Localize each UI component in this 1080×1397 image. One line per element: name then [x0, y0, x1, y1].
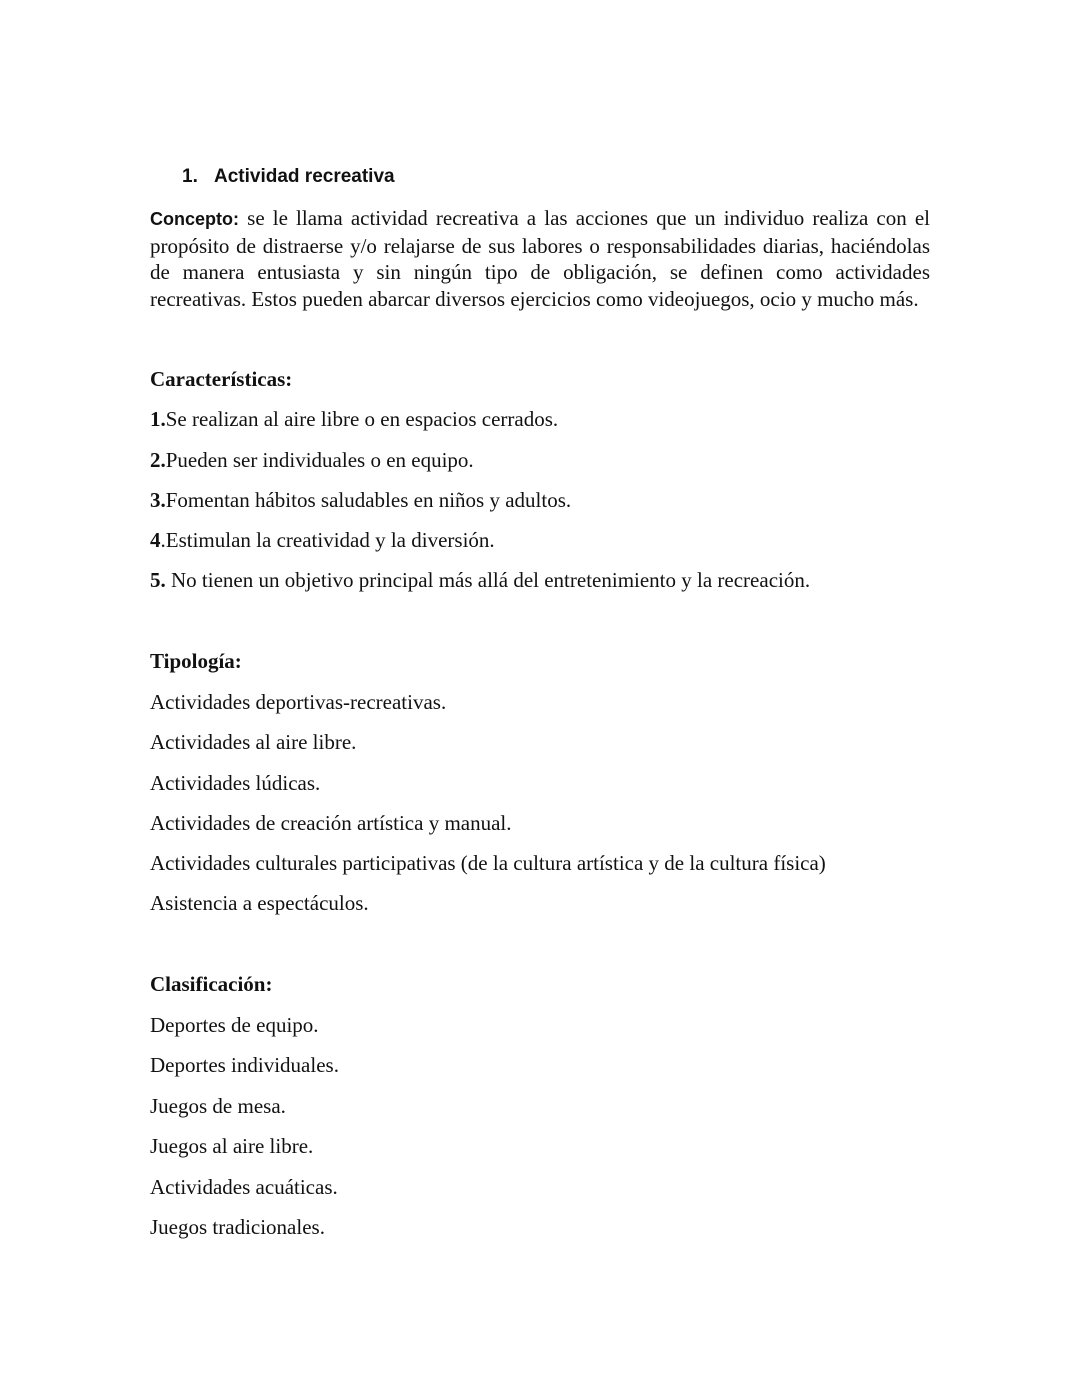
characteristic-number: 3. [150, 488, 166, 512]
characteristic-text: .Estimulan la creatividad y la diversión. [160, 528, 495, 552]
characteristic-number: 2. [150, 448, 166, 472]
classification-item: Juegos de mesa. [150, 1094, 286, 1118]
characteristic-item [150, 447, 474, 473]
concept-label: Concepto: [150, 209, 239, 229]
classification-item: Deportes individuales. [150, 1053, 339, 1077]
typology-item: Asistencia a espectáculos. [150, 891, 369, 915]
classification-item: Juegos al aire libre. [150, 1134, 314, 1158]
typology-heading: Tipología: [150, 649, 242, 673]
section-title: Actividad recreativa [214, 166, 395, 187]
characteristic-item [150, 567, 810, 593]
characteristic-item [150, 527, 495, 553]
typology-item: Actividades deportivas-recreativas. [150, 690, 447, 714]
concept-paragraph [150, 205, 930, 312]
characteristic-item [150, 487, 571, 513]
classification-heading: Clasificación: [150, 972, 273, 996]
classification-item: Actividades acuáticas. [150, 1175, 338, 1199]
characteristic-text: Fomentan hábitos saludables en niños y adultos. [165, 488, 572, 512]
characteristic-text: No tienen un objetivo principal más allá del entretenimiento y la recreación. [165, 568, 811, 592]
characteristic-text: Pueden ser individuales o en equipo. [165, 448, 474, 472]
characteristic-number: 4 [150, 528, 161, 552]
classification-item: Deportes de equipo. [150, 1013, 319, 1037]
typology-item: Actividades culturales participativas (de la cultura artística y de la cultura física) [150, 851, 826, 875]
characteristic-number: 5. [150, 568, 166, 592]
characteristic-item [150, 406, 558, 432]
concept-text: se le llama actividad recreativa a las acciones que un individuo realiza con el propósito de distraerse y/o relajarse de sus labores o responsabilidades diarias, haciéndolas de manera entusiasta y sin ningún tipo de obligación, se definen como actividades recreativas. Estos pueden abarcar diversos ejercicios como videojuegos, ocio y mucho más. [150, 206, 931, 311]
characteristic-number: 1. [150, 407, 166, 431]
typology-item: Actividades de creación artística y manual. [150, 811, 512, 835]
typology-item: Actividades lúdicas. [150, 771, 321, 795]
section-number: 1. [182, 166, 198, 187]
section-heading [182, 166, 395, 188]
characteristic-text: Se realizan al aire libre o en espacios cerrados. [165, 407, 559, 431]
classification-item: Juegos tradicionales. [150, 1215, 325, 1239]
characteristics-heading: Características: [150, 367, 293, 391]
typology-item: Actividades al aire libre. [150, 730, 357, 754]
